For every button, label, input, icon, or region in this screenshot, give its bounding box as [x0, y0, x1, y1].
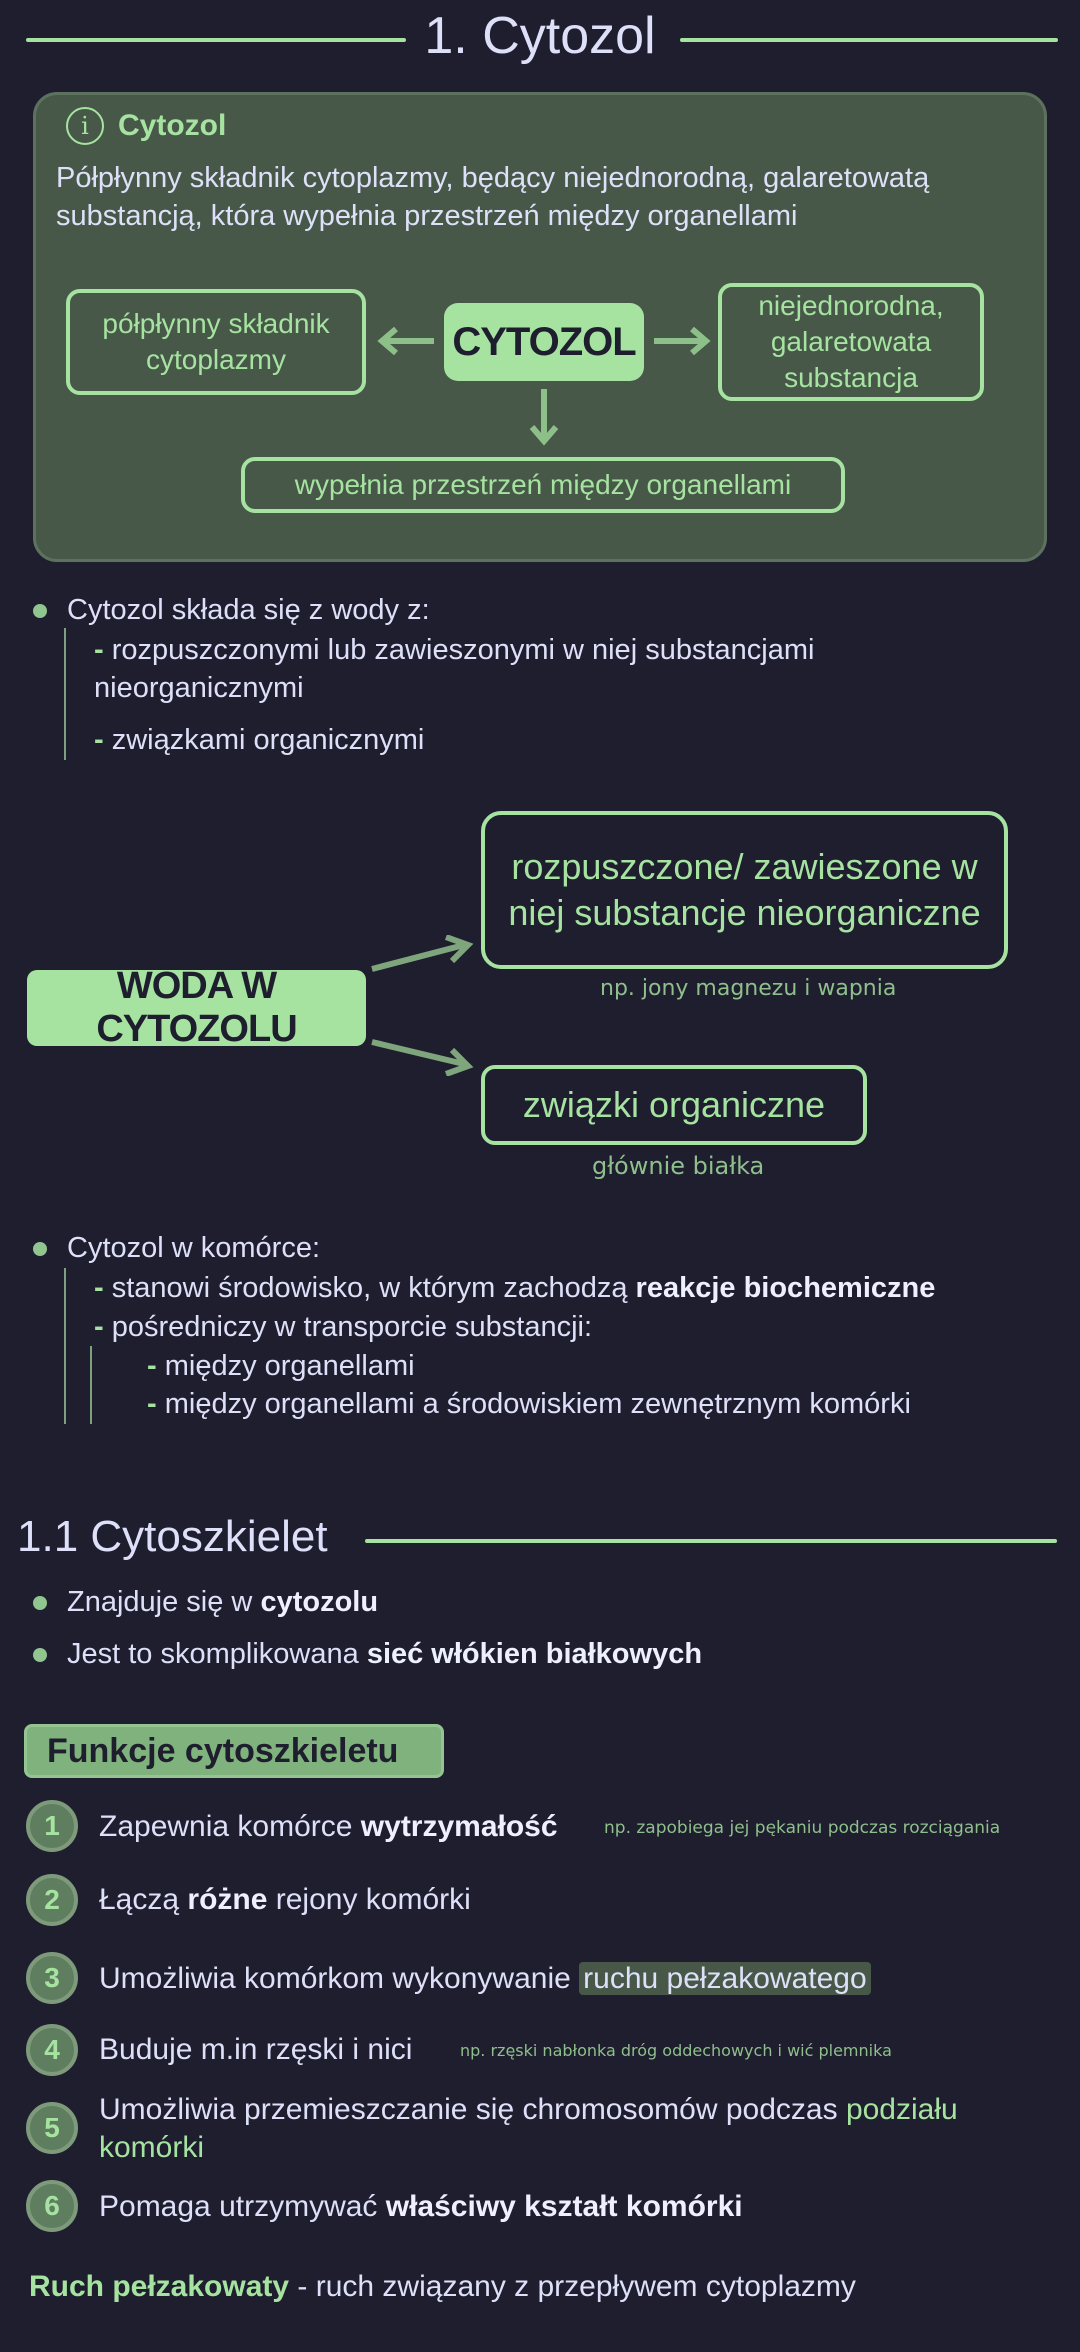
bullet-dot — [33, 1242, 47, 1256]
composition-item-2: - związkami organicznymi — [94, 724, 425, 756]
step-number-1: 1 — [26, 1800, 78, 1852]
callout-body: Półpłynny składnik cytoplazmy, będący niejednorodną, galaretowatą substancją, która wypełnia przestrzeń między organellami — [56, 162, 930, 232]
step-number-6: 6 — [26, 2180, 78, 2232]
indent-guide — [64, 628, 66, 760]
indent-guide-nested — [90, 1346, 92, 1424]
water-node-inorganic: rozpuszczone/ zawieszone w niej substancje nieorganiczne — [481, 811, 1008, 969]
indent-guide — [64, 1268, 66, 1424]
diagram-node-right: niejednorodna, galaretowata substancja — [718, 283, 984, 401]
functions-label: Funkcje cytoszkieletu — [24, 1724, 444, 1778]
diagram-node-center: CYTOZOL — [444, 303, 644, 381]
callout-header — [66, 107, 226, 145]
step-number-4: 4 — [26, 2024, 78, 2076]
in-cell-item-2: - pośredniczy w transporcie substancji: — [94, 1311, 593, 1343]
note-function-4: np. rzęski nabłonka dróg oddechowych i wić plemnika — [460, 2041, 892, 2060]
info-icon: i — [66, 107, 104, 145]
callout-title: Cytozol — [118, 109, 227, 142]
arrow-to-organic-icon — [368, 1036, 478, 1076]
step-number-2: 2 — [26, 1874, 78, 1926]
function-item-5: Umożliwia przemieszczanie się chromosomów podczas podziału komórki — [99, 2093, 958, 2164]
step-number-5: 5 — [26, 2102, 78, 2154]
note-inorganic: np. jony magnezu i wapnia — [600, 976, 897, 1001]
composition-item-1: - rozpuszczonymi lub zawieszonymi w niej substancjami nieorganicznymi — [94, 634, 815, 704]
in-cell-lead: Cytozol w komórce: — [67, 1232, 321, 1264]
function-item-3: Umożliwia komórkom wykonywanie ruchu pełzakowatego — [99, 1960, 871, 1998]
heading-rule — [365, 1539, 1057, 1543]
section-heading-cytoskeleton: 1.1 Cytoszkielet — [17, 1512, 328, 1561]
definition: Ruch pełzakowaty - ruch związany z przepływem cytoplazmy — [29, 2270, 856, 2303]
arrow-down-icon — [526, 385, 562, 447]
arrow-left-icon — [376, 323, 438, 359]
function-item-2: Łączą różne rejony komórki — [99, 1883, 471, 1916]
note-function-1: np. zapobiega jej pękaniu podczas rozciągania — [604, 1818, 1001, 1838]
in-cell-item-1: - stanowi środowisko, w którym zachodzą reakcje biochemiczne — [94, 1272, 936, 1304]
arrow-to-inorganic-icon — [368, 935, 478, 975]
page-title-row — [0, 0, 1080, 80]
step-number-3: 3 — [26, 1952, 78, 2004]
arrow-right-icon — [650, 323, 712, 359]
cytoskeleton-bullet-1: Znajduje się w cytozolu — [67, 1586, 379, 1618]
definition-callout — [33, 92, 1047, 562]
water-node-organic: związki organiczne — [481, 1065, 867, 1145]
in-cell-sub-2: - między organellami a środowiskiem zewnętrznym komórki — [147, 1388, 911, 1420]
cytoskeleton-bullet-2: Jest to skomplikowana sieć włókien białkowych — [67, 1638, 703, 1670]
diagram-node-bottom: wypełnia przestrzeń między organellami — [241, 457, 845, 513]
bullet-dot — [33, 1596, 47, 1610]
function-item-1: Zapewnia komórce wytrzymałość — [99, 1810, 558, 1843]
composition-lead: Cytozol składa się z wody z: — [67, 594, 430, 626]
note-organic: głównie białka — [592, 1152, 765, 1180]
water-node-center: WODA W CYTOZOLU — [27, 970, 366, 1046]
diagram-node-left: półpłynny składnik cytoplazmy — [66, 289, 366, 395]
bullet-dot — [33, 1648, 47, 1662]
function-item-4: Buduje m.in rzęski i nici — [99, 2033, 413, 2066]
function-item-6: Pomaga utrzymywać właściwy kształt komórki — [99, 2190, 743, 2223]
in-cell-sub-1: - między organellami — [147, 1350, 415, 1382]
page-title: 1. Cytozol — [0, 6, 1080, 66]
bullet-dot — [33, 604, 47, 618]
